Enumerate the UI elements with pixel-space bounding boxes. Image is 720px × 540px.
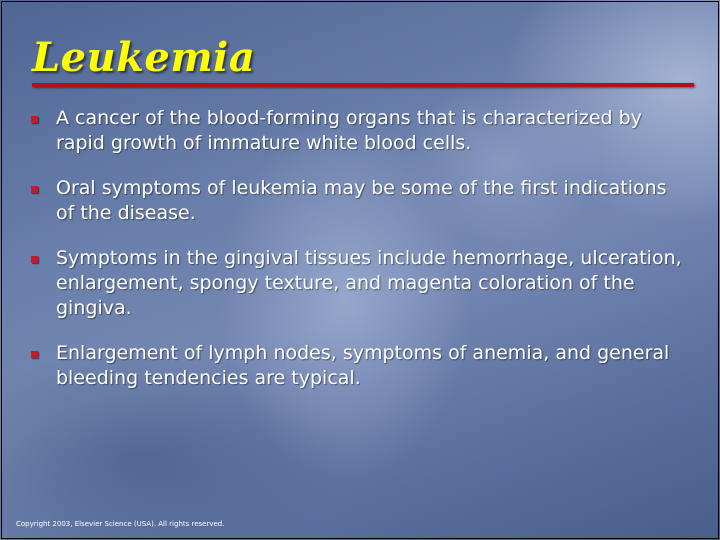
bullet-text: Symptoms in the gingival tissues include hemorrhage, ulceration, enlargement, spongy texture, and magenta coloration of the gingiva.	[56, 247, 682, 319]
square-bullet-icon	[31, 256, 38, 263]
bullet-item	[30, 246, 690, 321]
bullet-item	[30, 106, 690, 156]
square-bullet-icon	[31, 116, 38, 123]
bullet-text: Oral symptoms of leukemia may be some of the first indications of the disease.	[56, 177, 667, 224]
bullet-item	[30, 176, 690, 226]
bullet-item	[30, 341, 690, 391]
bullet-text: Enlargement of lymph nodes, symptoms of anemia, and general bleeding tendencies are typical.	[56, 342, 670, 389]
title-underline	[32, 83, 694, 87]
slide-title: Leukemia	[32, 34, 256, 81]
bullet-list	[30, 106, 690, 411]
square-bullet-icon	[31, 186, 38, 193]
square-bullet-icon	[31, 351, 38, 358]
copyright-footer: Copyright 2003, Elsevier Science (USA). All rights reserved.	[16, 520, 225, 528]
bullet-text: A cancer of the blood-forming organs that is characterized by rapid growth of immature white blood cells.	[56, 107, 642, 154]
